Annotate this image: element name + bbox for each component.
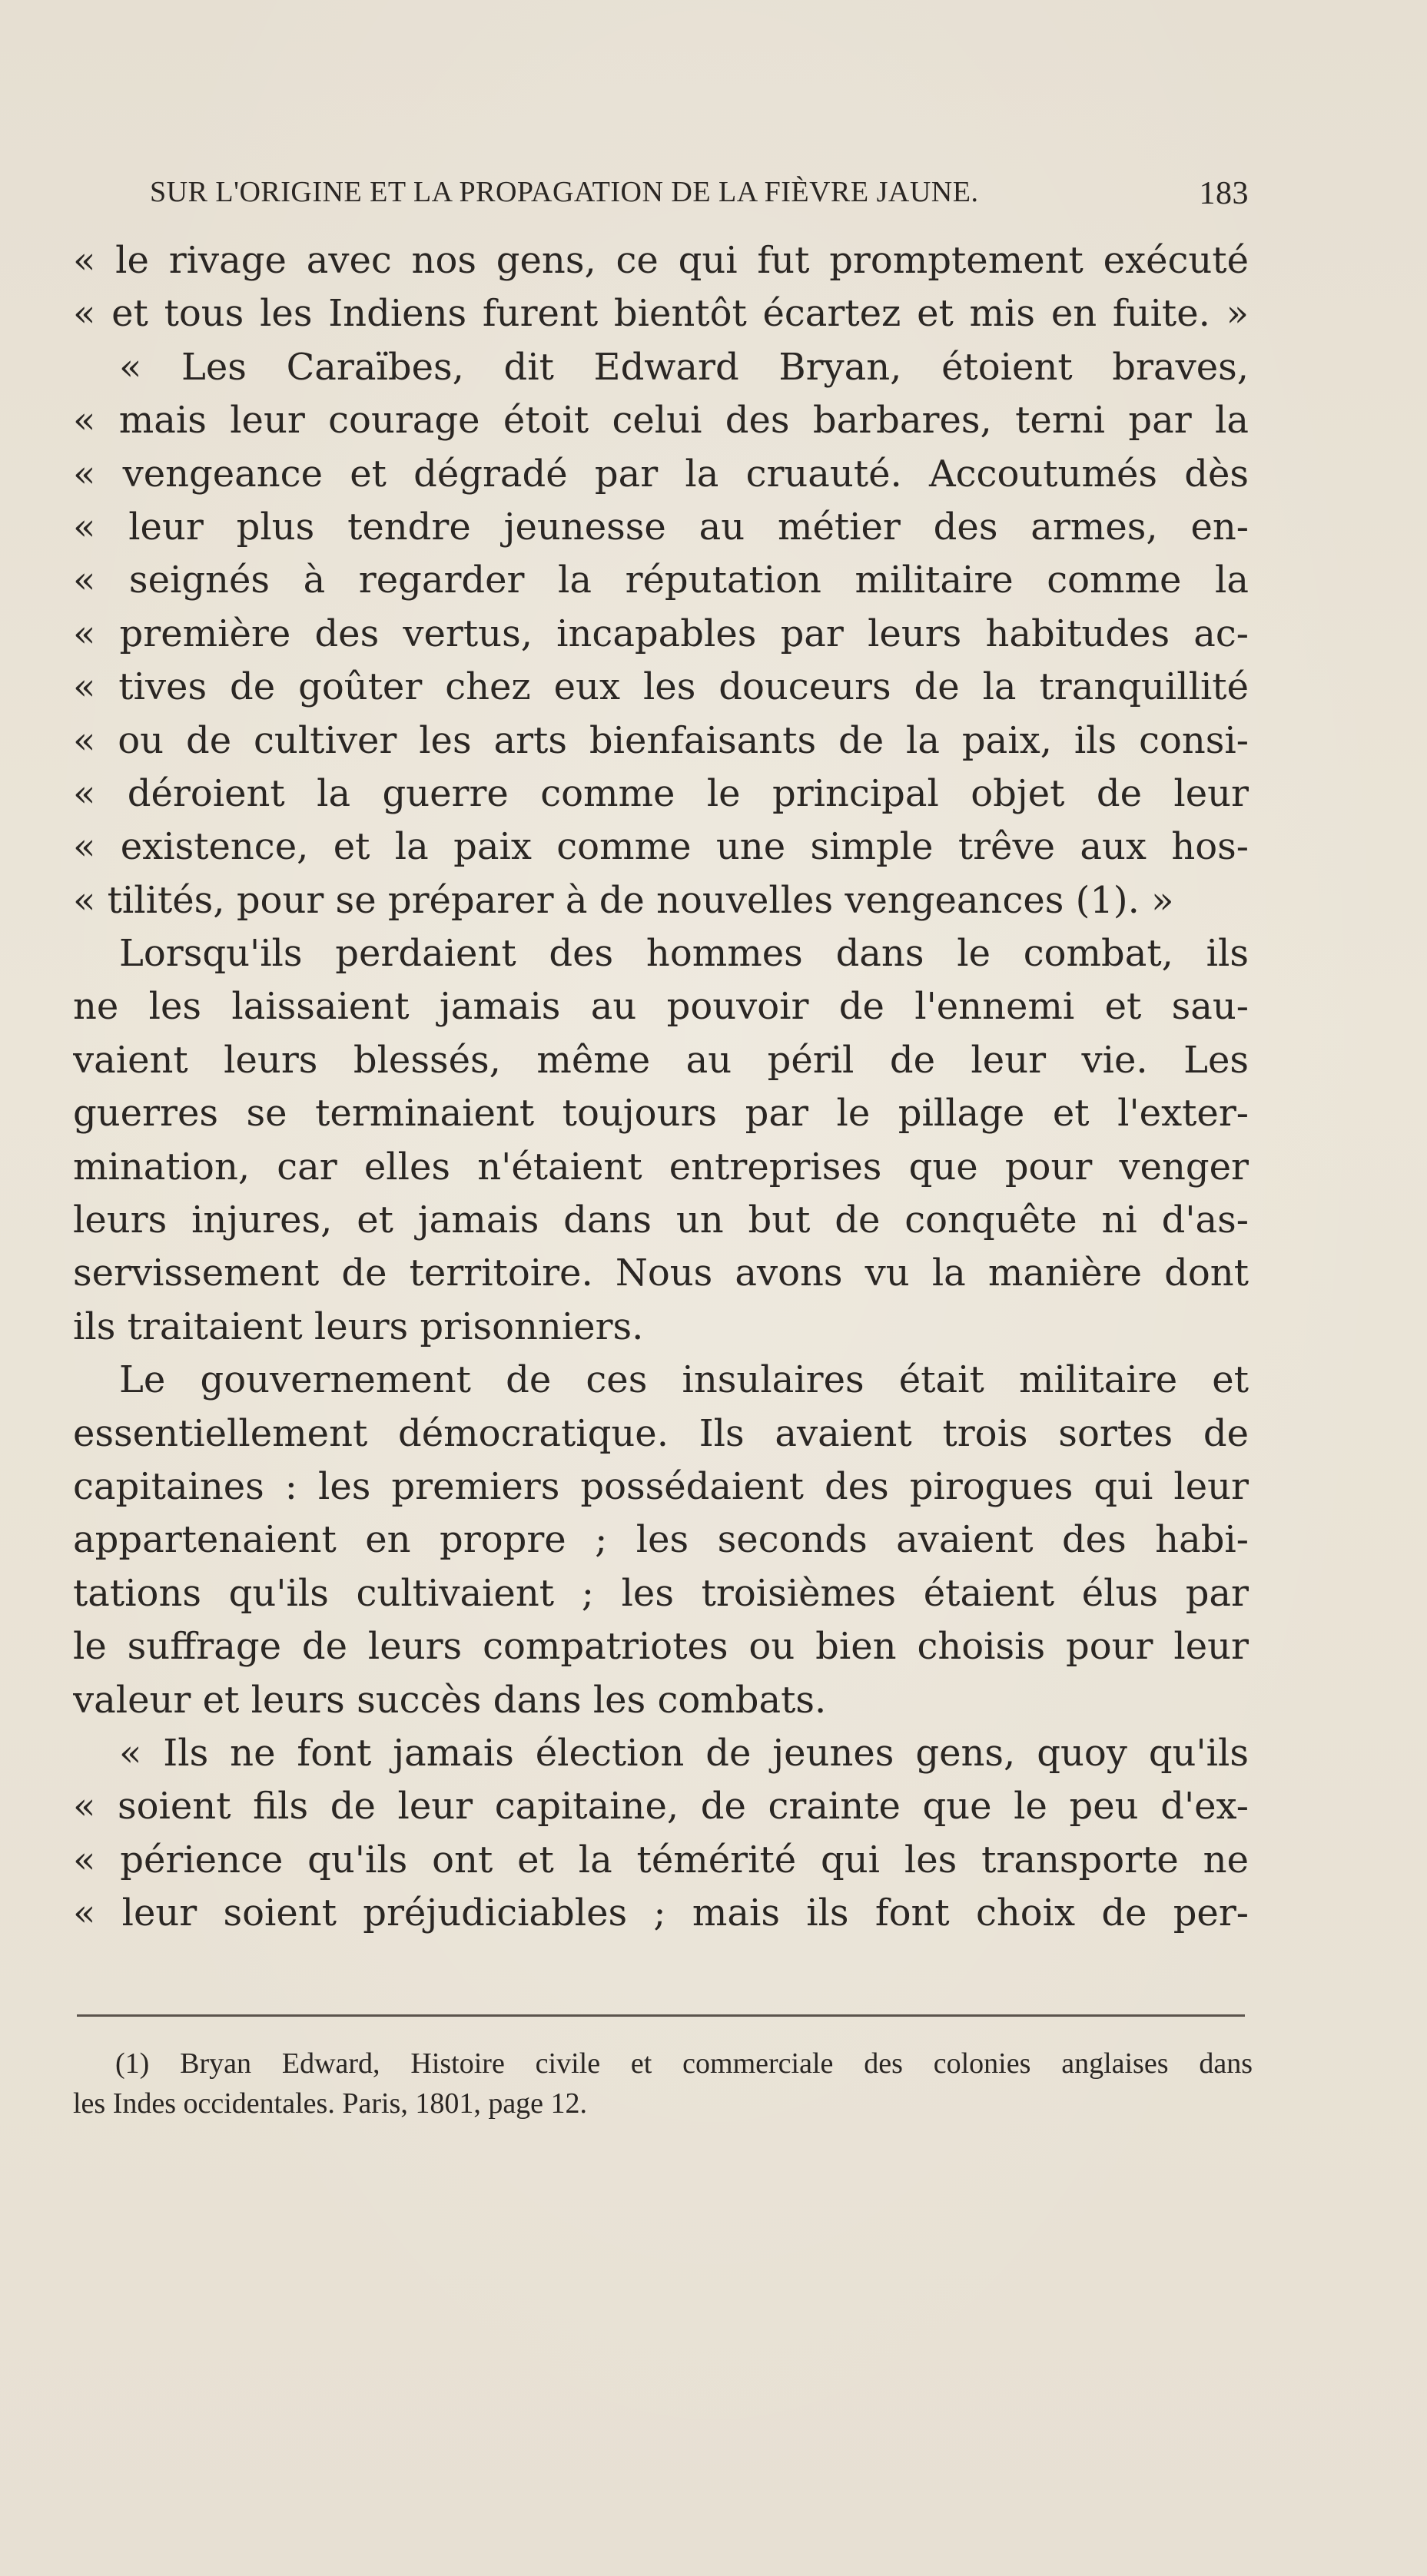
text-line: « soient fils de leur capitaine, de crainte que le peu d'ex- bbox=[73, 1785, 1249, 1828]
footnote-divider bbox=[77, 2014, 1245, 2017]
footnotes bbox=[73, 2044, 1253, 2123]
text-line: le suffrage de leurs compatriotes ou bien choisis pour leur bbox=[73, 1625, 1249, 1669]
text-line: « périence qu'ils ont et la témérité qui les transporte ne bbox=[73, 1838, 1249, 1881]
text-line: ne les laissaient jamais au pouvoir de l'ennemi et sau- bbox=[73, 985, 1249, 1029]
text-line: « mais leur courage étoit celui des barbares, terni par la bbox=[73, 399, 1249, 443]
text-line: « première des vertus, incapables par leurs habitudes ac- bbox=[73, 612, 1249, 655]
text-line: « tilités, pour se préparer à de nouvelles vengeances (1). » bbox=[73, 878, 1174, 922]
running-head-title: SUR L'ORIGINE ET LA PROPAGATION DE LA FIÈVRE JAUNE. bbox=[150, 176, 979, 208]
text-line: « ou de cultiver les arts bienfaisants de la paix, ils consi- bbox=[73, 718, 1249, 762]
body-text bbox=[73, 234, 1249, 1941]
text-line: guerres se terminaient toujours par le pillage et l'exter- bbox=[73, 1092, 1249, 1135]
page-number: 183 bbox=[1199, 176, 1249, 211]
text-line: « le rivage avec nos gens, ce qui fut promptement exécuté bbox=[73, 239, 1249, 282]
text-line: appartenaient en propre ; les seconds avaient des habi- bbox=[73, 1518, 1249, 1562]
text-line: « seignés à regarder la réputation militaire comme la bbox=[73, 559, 1249, 602]
text-line: tations qu'ils cultivaient ; les troisièmes étaient élus par bbox=[73, 1571, 1249, 1615]
text-line: « Ils ne font jamais élection de jeunes gens, quoy qu'ils bbox=[119, 1731, 1249, 1775]
text-line: « vengeance et dégradé par la cruauté. Accoutumés dès bbox=[73, 452, 1249, 496]
text-line: servissement de territoire. Nous avons vu la manière dont bbox=[73, 1252, 1249, 1295]
text-line: « tives de goûter chez eux les douceurs de la tranquillité bbox=[73, 665, 1249, 709]
text-line: capitaines : les premiers possédaient des pirogues qui leur bbox=[73, 1464, 1249, 1508]
text-line: « et tous les Indiens furent bientôt écartez et mis en fuite. » bbox=[73, 292, 1249, 336]
text-line: leurs injures, et jamais dans un but de conquête ni d'as- bbox=[73, 1198, 1249, 1242]
text-line: valeur et leurs succès dans les combats. bbox=[73, 1678, 827, 1722]
footnote-line: les Indes occidentales. Paris, 1801, page 12. bbox=[73, 2087, 588, 2120]
text-line: « Les Caraïbes, dit Edward Bryan, étoient braves, bbox=[119, 345, 1249, 389]
text-line: Le gouvernement de ces insulaires était militaire et bbox=[119, 1358, 1249, 1402]
text-line: « déroient la guerre comme le principal objet de leur bbox=[73, 771, 1249, 815]
text-line: vaient leurs blessés, même au péril de leur vie. Les bbox=[73, 1038, 1249, 1082]
text-line: essentiellement démocratique. Ils avaient trois sortes de bbox=[73, 1411, 1249, 1455]
text-line: « leur plus tendre jeunesse au métier des armes, en- bbox=[73, 505, 1249, 549]
text-line: « leur soient préjudiciables ; mais ils font choix de per- bbox=[73, 1891, 1249, 1935]
text-line: mination, car elles n'étaient entreprises que pour venger bbox=[73, 1145, 1249, 1189]
text-line: « existence, et la paix comme une simple trêve aux hos- bbox=[73, 825, 1249, 869]
text-line: Lorsqu'ils perdaient des hommes dans le combat, ils bbox=[119, 932, 1249, 976]
running-head bbox=[150, 175, 1249, 221]
text-line: ils traitaient leurs prisonniers. bbox=[73, 1305, 644, 1348]
footnote-line: (1) Bryan Edward, Histoire civile et commerciale des colonies anglaises dans bbox=[115, 2047, 1253, 2080]
